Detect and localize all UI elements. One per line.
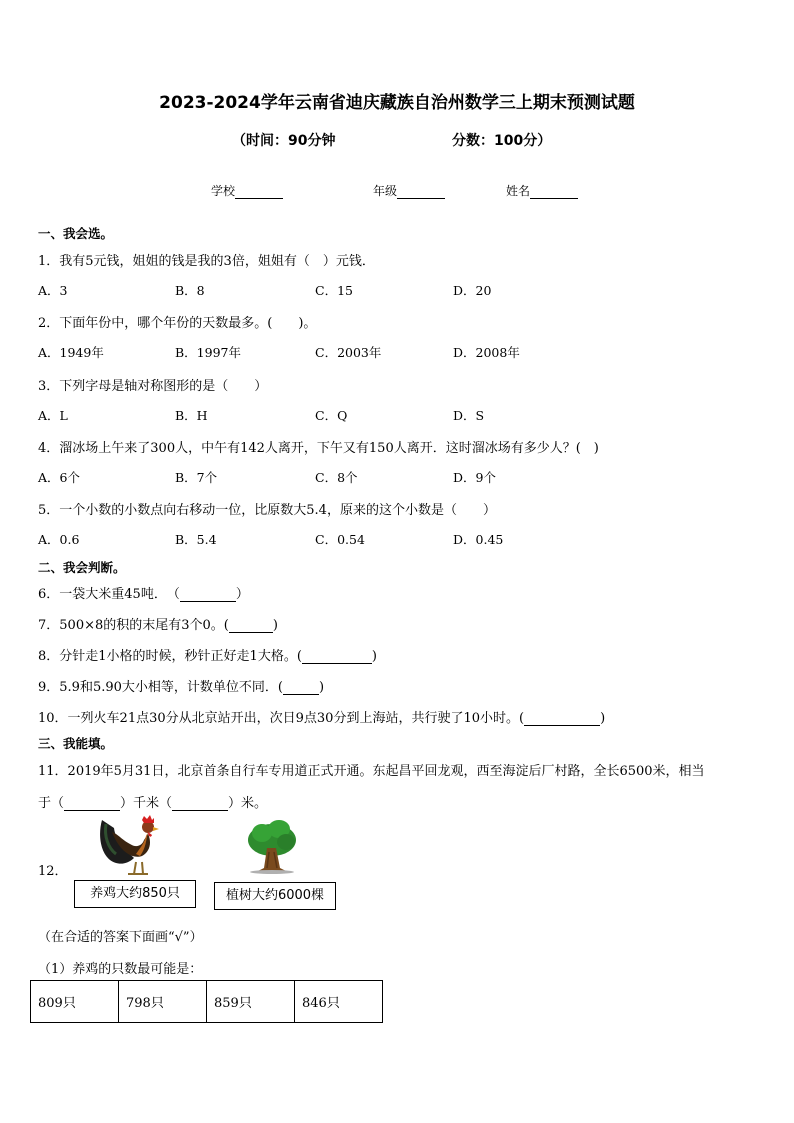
question-5: 5．一个小数的小数点向右移动一位，比原数大5.4，原来的这个小数是（ ） (38, 503, 496, 518)
question-10: 10．一列火车21点30分从北京站开出，次日9点30分到上海站，共行驶了10小时。( ) (38, 711, 606, 726)
q2-option-c[interactable]: C．2003年 (315, 345, 382, 360)
question-11-continued: 于（ ）千米（ ）米。 (38, 796, 268, 811)
q7-answer-blank[interactable] (229, 619, 273, 633)
question-2: 2．下面年份中，哪个年份的天数最多。( )。 (38, 316, 317, 331)
q1-option-a[interactable]: A．3 (38, 283, 68, 298)
q5-option-d[interactable]: D．0.45 (453, 532, 504, 547)
school-field[interactable]: 学校 (211, 182, 283, 199)
question-6: 6．一袋大米重45吨． （ ） (38, 587, 249, 602)
q2-option-a[interactable]: A．1949年 (38, 345, 104, 360)
question-12-number: 12． (38, 864, 68, 879)
q1-option-c[interactable]: C．15 (315, 283, 353, 298)
q3-option-d[interactable]: D．S (453, 408, 485, 423)
q11-km-blank[interactable] (64, 797, 120, 811)
q3-option-b[interactable]: B．H (175, 408, 208, 423)
question-8: 8．分针走1小格的时候，秒针正好走1大格。( ) (38, 649, 377, 664)
q4-option-a[interactable]: A．6个 (38, 470, 80, 485)
q10-answer-blank[interactable] (524, 712, 600, 726)
q4-option-d[interactable]: D．9个 (453, 470, 496, 485)
q12-options-table (30, 980, 383, 1023)
q12-option-4[interactable]: 846只 (295, 981, 383, 1023)
q5-option-c[interactable]: C．0.54 (315, 532, 365, 547)
tree-count-box: 植树大约6000棵 (214, 882, 336, 910)
q9-answer-blank[interactable] (283, 681, 319, 695)
q6-answer-blank[interactable] (180, 588, 236, 602)
question-1: 1．我有5元钱，姐姐的钱是我的3倍，姐姐有（ ）元钱． (38, 254, 375, 269)
q8-answer-blank[interactable] (302, 650, 372, 664)
tree-image (246, 818, 298, 874)
chicken-count-box: 养鸡大约850只 (74, 880, 196, 908)
q12-option-1[interactable]: 809只 (31, 981, 119, 1023)
q1-option-b[interactable]: B．8 (175, 283, 205, 298)
section3-heading: 三、我能填。 (38, 736, 114, 751)
grade-field[interactable]: 年级 (373, 182, 445, 199)
total-score: 分数：100分） (452, 133, 552, 149)
question-11: 11．2019年5月31日，北京首条自行车专用道正式开通。东起昌平回龙观，西至海淀后厂村路，全长6500米，相当 (38, 764, 705, 779)
name-field[interactable]: 姓名 (506, 182, 578, 199)
rooster-image (96, 814, 162, 876)
time-limit: （时间：90分钟 (232, 133, 336, 149)
q2-option-d[interactable]: D．2008年 (453, 345, 520, 360)
question-9: 9．5.9和5.90大小相等，计数单位不同．( ) (38, 680, 325, 695)
section1-heading: 一、我会选。 (38, 226, 114, 241)
question-7: 7．500×8的积的末尾有3个0。( ) (38, 618, 278, 633)
q4-option-c[interactable]: C．8个 (315, 470, 358, 485)
q2-option-b[interactable]: B．1997年 (175, 345, 241, 360)
q3-option-a[interactable]: A．L (38, 408, 68, 423)
q11-m-blank[interactable] (172, 797, 228, 811)
q12-option-3[interactable]: 859只 (207, 981, 295, 1023)
q12-instruction: （在合适的答案下面画“√”） (38, 930, 203, 945)
page-title: 2023-2024学年云南省迪庆藏族自治州数学三上期末预测试题 (159, 93, 635, 113)
q4-option-b[interactable]: B．7个 (175, 470, 218, 485)
name-blank[interactable] (530, 184, 578, 199)
q1-option-d[interactable]: D．20 (453, 283, 492, 298)
q3-option-c[interactable]: C．Q (315, 408, 348, 423)
school-blank[interactable] (235, 184, 283, 199)
question-3: 3．下列字母是轴对称图形的是（ ） (38, 379, 268, 394)
q12-subquestion-1: （1）养鸡的只数最可能是： (38, 962, 203, 977)
q12-option-2[interactable]: 798只 (119, 981, 207, 1023)
grade-blank[interactable] (397, 184, 445, 199)
q5-option-a[interactable]: A．0.6 (38, 532, 80, 547)
question-4: 4．溜冰场上午来了300人，中午有142人离开，下午又有150人离开．这时溜冰场有多少人？( ) (38, 441, 599, 456)
section2-heading: 二、我会判断。 (38, 560, 126, 575)
q5-option-b[interactable]: B．5.4 (175, 532, 217, 547)
